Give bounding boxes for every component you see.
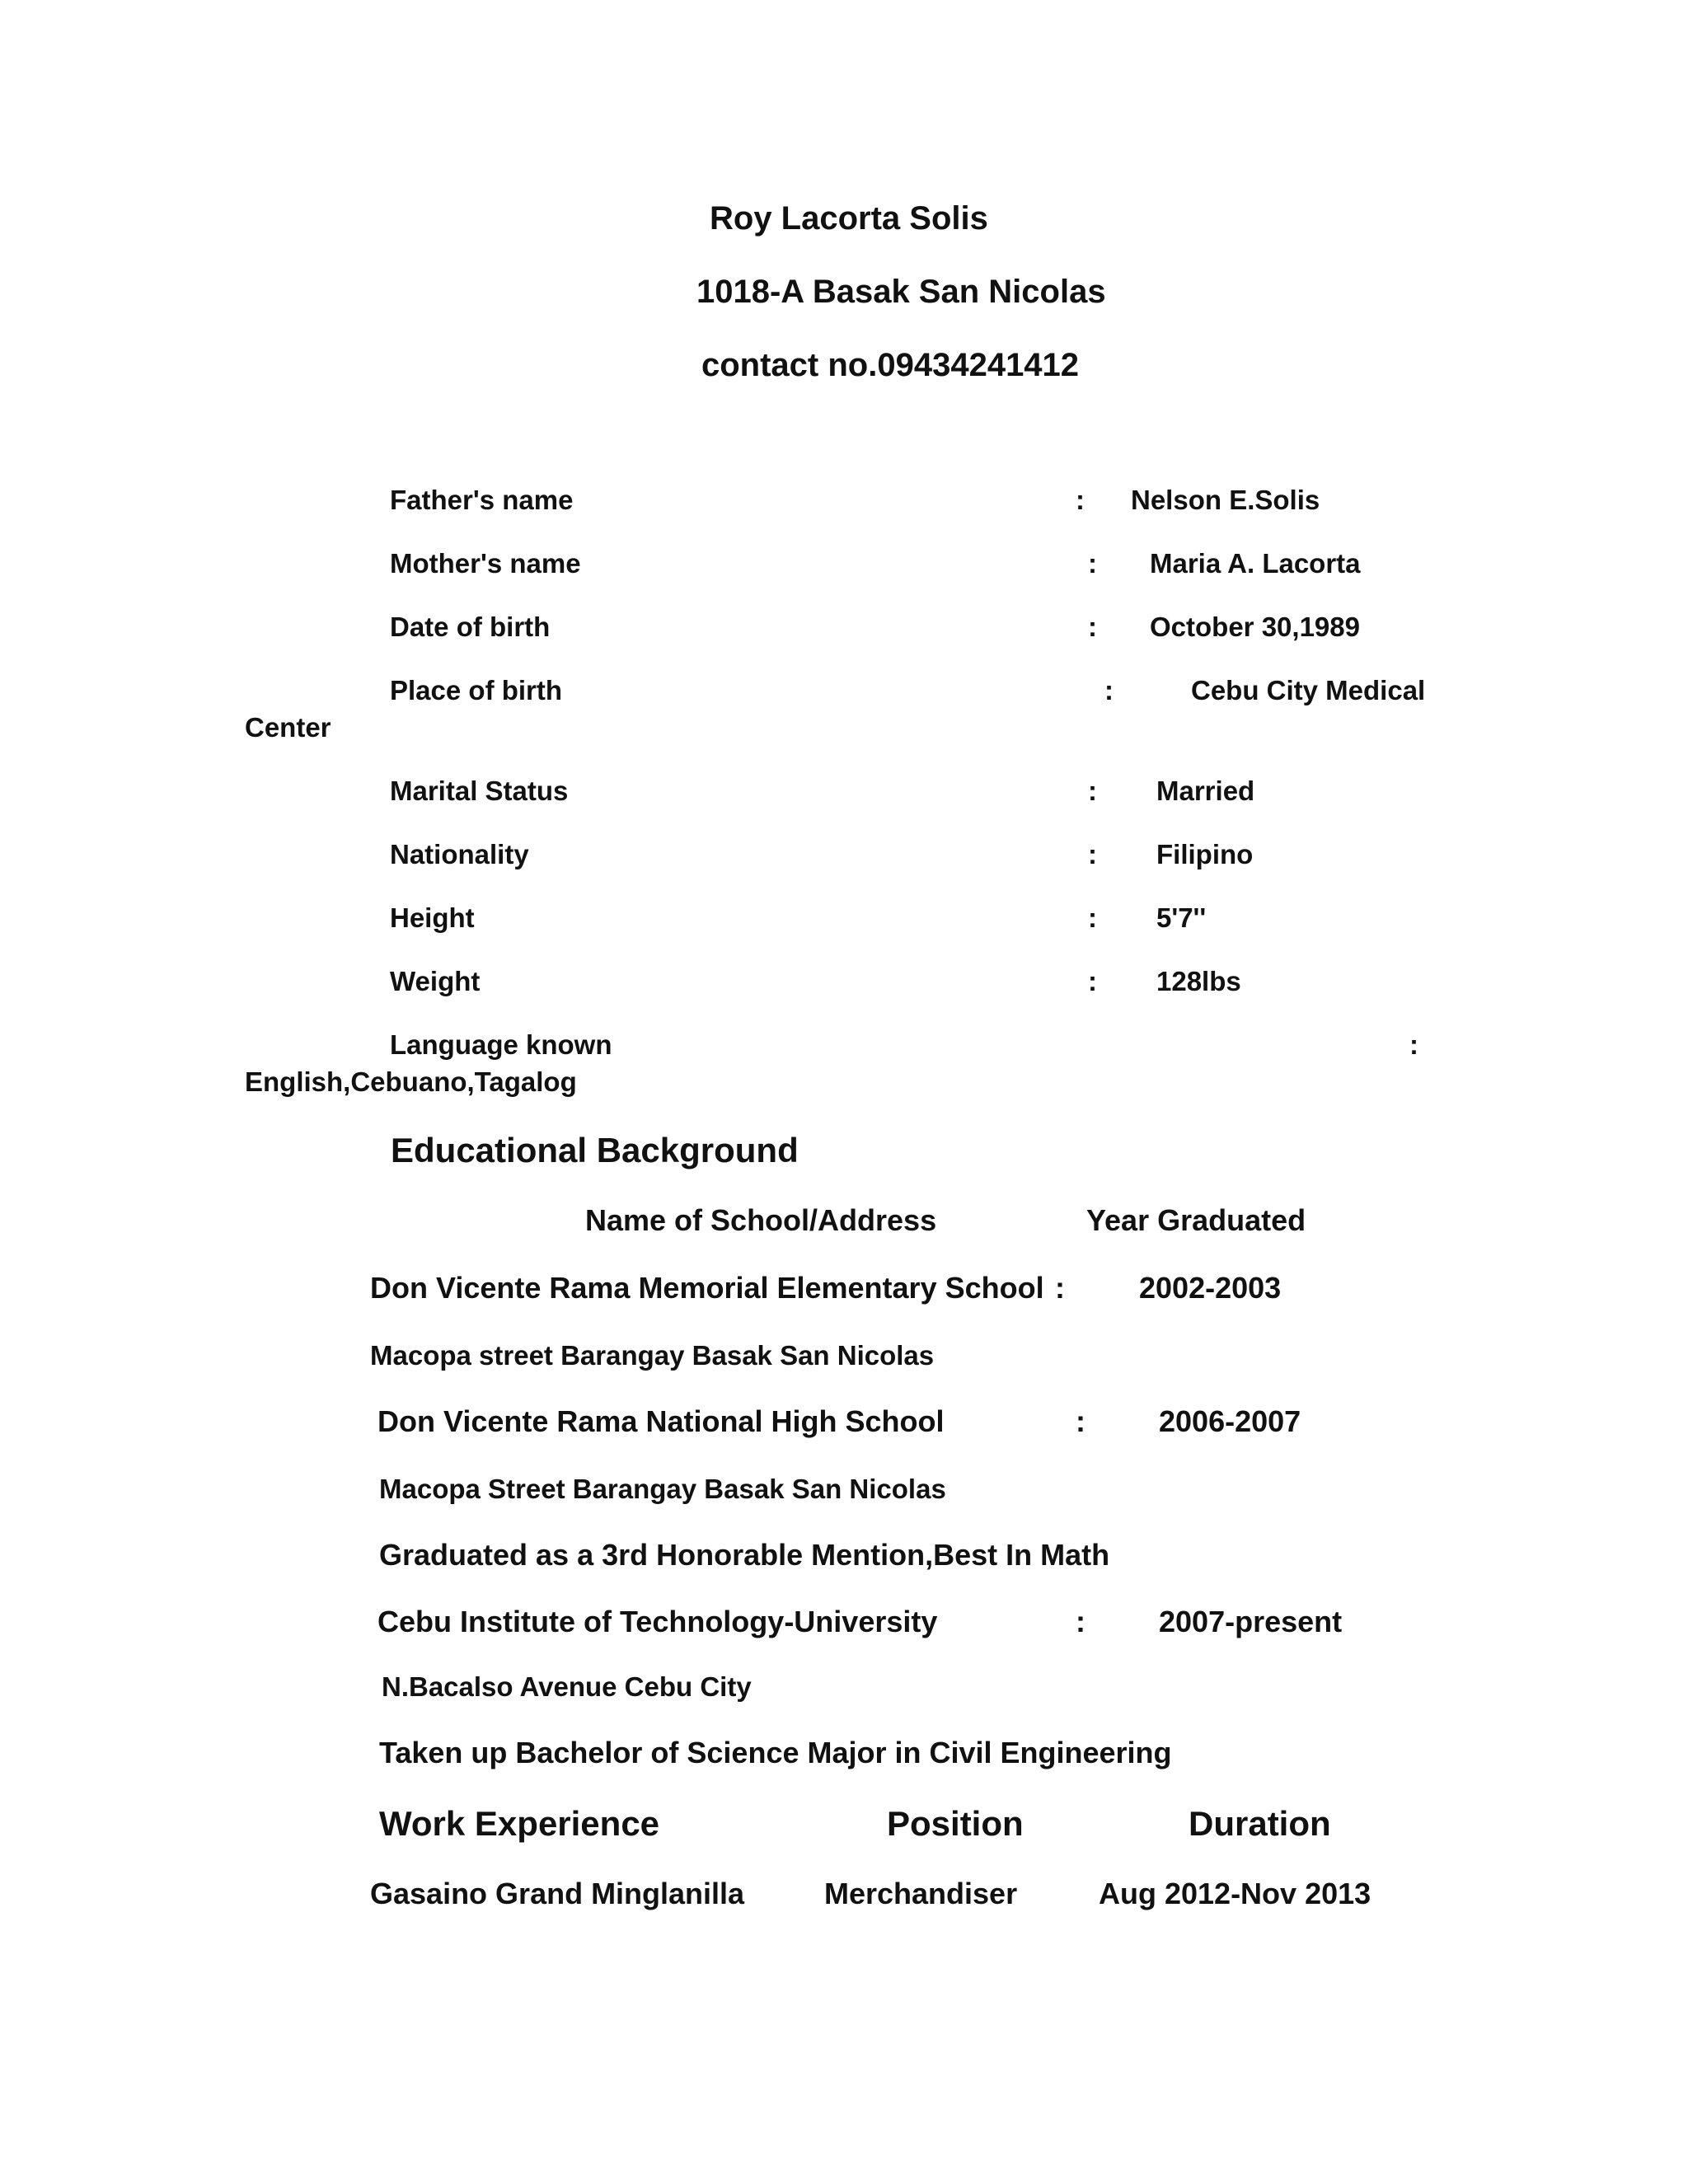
marital-status-separator: : xyxy=(1088,776,1097,806)
height-value: 5'7'' xyxy=(1156,902,1207,933)
height-label: Height xyxy=(390,902,475,933)
applicant-name: Roy Lacorta Solis xyxy=(710,200,988,237)
fathers-name-separator: : xyxy=(1076,485,1085,515)
highschool-name: Don Vicente Rama National High School xyxy=(377,1404,945,1438)
work-company: Gasaino Grand Minglanilla xyxy=(370,1877,745,1910)
applicant-contact: contact no.09434241412 xyxy=(701,347,1080,383)
language-separator: : xyxy=(1409,1029,1418,1060)
nationality-separator: : xyxy=(1088,839,1097,869)
weight-label: Weight xyxy=(390,966,481,996)
highschool-separator: : xyxy=(1076,1404,1085,1438)
mothers-name-label: Mother's name xyxy=(390,548,581,579)
height-separator: : xyxy=(1088,902,1097,933)
applicant-address: 1018-A Basak San Nicolas xyxy=(696,274,1106,310)
language-label: Language known xyxy=(390,1029,612,1060)
elementary-address: Macopa street Barangay Basak San Nicolas xyxy=(370,1340,935,1371)
school-column-header: Name of School/Address xyxy=(585,1203,937,1237)
marital-status-value: Married xyxy=(1156,776,1255,806)
fathers-name-label: Father's name xyxy=(390,485,574,515)
highschool-address: Macopa Street Barangay Basak San Nicolas xyxy=(379,1474,946,1504)
language-value: English,Cebuano,Tagalog xyxy=(245,1066,577,1097)
work-section-title: Work Experience xyxy=(379,1804,660,1843)
highschool-year: 2006-2007 xyxy=(1159,1404,1301,1438)
weight-value: 128lbs xyxy=(1156,966,1241,996)
nationality-label: Nationality xyxy=(390,839,529,869)
date-of-birth-value: October 30,1989 xyxy=(1150,612,1360,642)
place-of-birth-label: Place of birth xyxy=(390,675,563,705)
college-name: Cebu Institute of Technology-University xyxy=(377,1605,938,1638)
education-section-title: Educational Background xyxy=(391,1131,799,1169)
work-position: Merchandiser xyxy=(824,1877,1018,1910)
place-of-birth-separator: : xyxy=(1104,675,1114,705)
elementary-separator: : xyxy=(1055,1271,1065,1305)
elementary-school-name: Don Vicente Rama Memorial Elementary School xyxy=(370,1271,1044,1305)
position-column-header: Position xyxy=(887,1804,1024,1843)
date-of-birth-label: Date of birth xyxy=(390,612,551,642)
marital-status-label: Marital Status xyxy=(390,776,569,806)
college-course: Taken up Bachelor of Science Major in Civil Engineering xyxy=(379,1736,1172,1769)
fathers-name-value: Nelson E.Solis xyxy=(1131,485,1320,515)
nationality-value: Filipino xyxy=(1156,839,1254,869)
mothers-name-value: Maria A. Lacorta xyxy=(1150,548,1361,579)
mothers-name-separator: : xyxy=(1088,548,1097,579)
college-separator: : xyxy=(1076,1605,1085,1638)
year-column-header: Year Graduated xyxy=(1086,1203,1306,1237)
work-duration: Aug 2012-Nov 2013 xyxy=(1099,1877,1372,1910)
highschool-honor: Graduated as a 3rd Honorable Mention,Best In Math xyxy=(379,1538,1110,1572)
date-of-birth-separator: : xyxy=(1088,612,1097,642)
place-of-birth-value: Cebu City Medical xyxy=(1191,675,1426,705)
place-of-birth-value-continued: Center xyxy=(245,712,331,743)
weight-separator: : xyxy=(1088,966,1097,996)
duration-column-header: Duration xyxy=(1189,1804,1331,1843)
elementary-year: 2002-2003 xyxy=(1139,1271,1282,1305)
college-year: 2007-present xyxy=(1159,1605,1343,1638)
college-address: N.Bacalso Avenue Cebu City xyxy=(382,1671,752,1702)
